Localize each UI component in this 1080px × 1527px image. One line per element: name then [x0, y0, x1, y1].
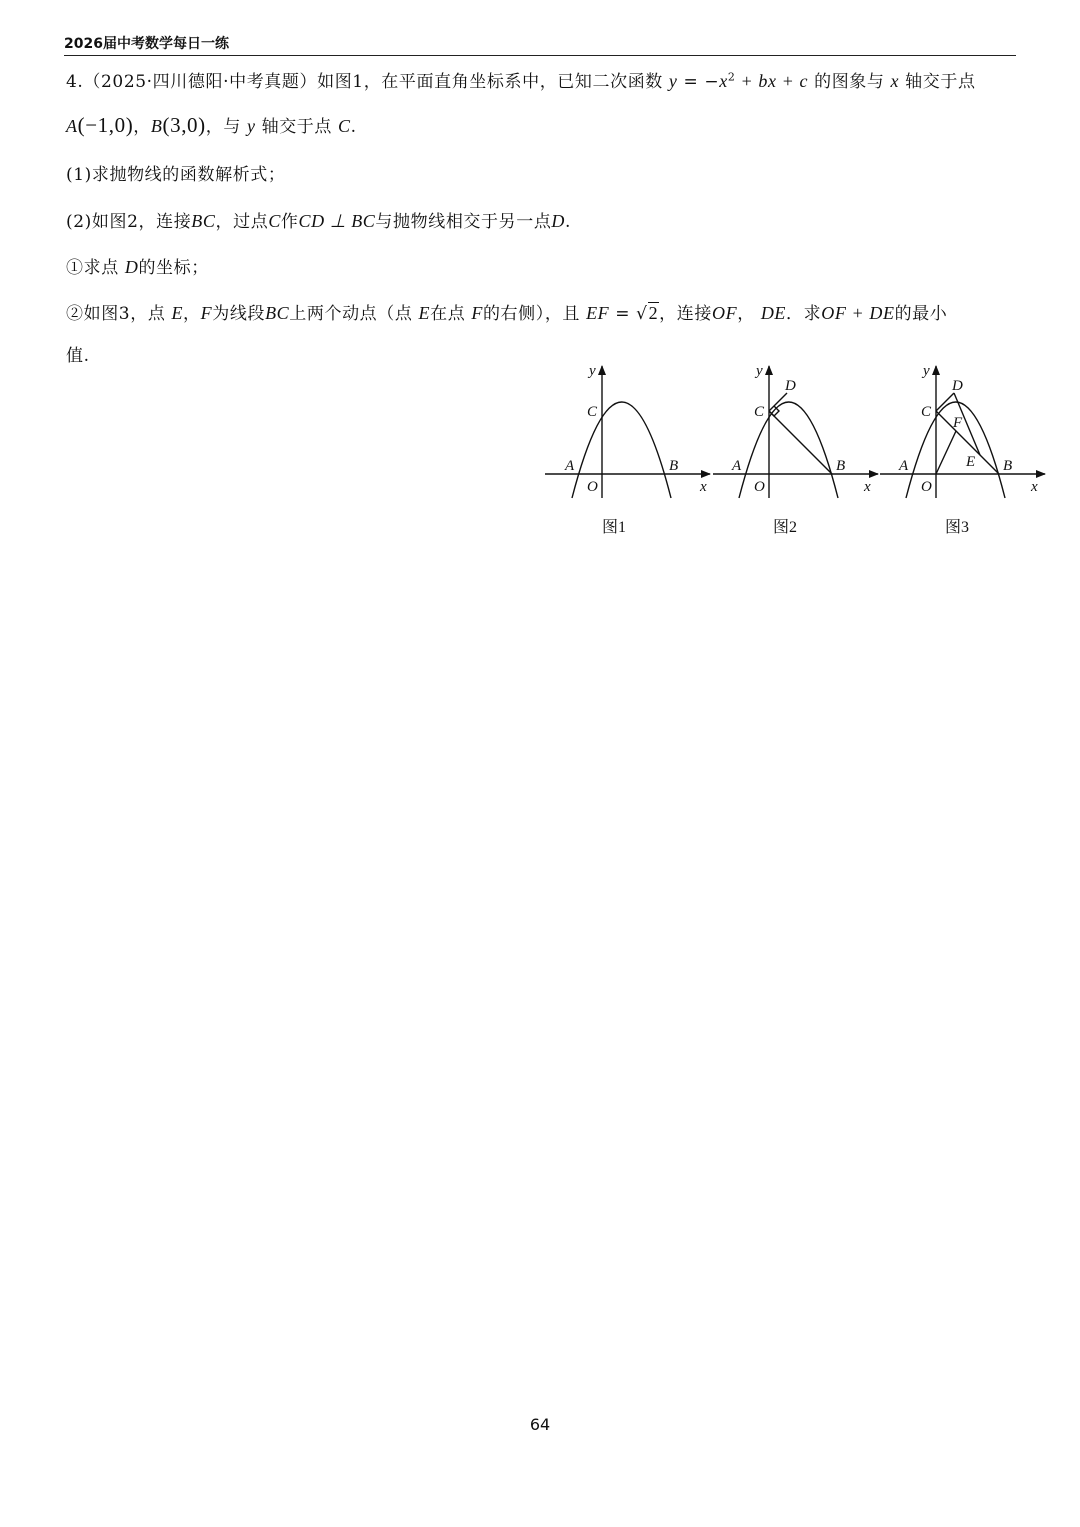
- intro-end: .: [350, 117, 357, 137]
- fig3-label-d: D: [952, 378, 963, 394]
- figures-svg: [540, 360, 1050, 545]
- intro-text-b: 的图象与: [814, 72, 885, 92]
- formula-exponent: 2: [727, 70, 736, 84]
- point-a-label: A: [66, 116, 78, 136]
- fig3-label-f: F: [953, 415, 963, 431]
- header-divider: [64, 55, 1016, 56]
- fig2-label-o: O: [754, 479, 765, 495]
- fig1-label-o: O: [587, 479, 598, 495]
- part2-text-d: 作: [280, 212, 299, 232]
- point-c-label: C: [338, 116, 351, 136]
- fig1-label-c: C: [587, 404, 598, 420]
- sub2-of: OF: [711, 303, 738, 323]
- sub2-sum: OF + DE: [821, 303, 895, 323]
- intro-text-d: ，与: [205, 117, 241, 137]
- formula-x: x: [719, 71, 728, 91]
- sqrt-number: 2: [648, 303, 659, 323]
- part2-text-b: ，过点: [215, 212, 269, 232]
- fig1-label-a: A: [565, 458, 575, 474]
- sub2-text-e: 的右侧），且: [482, 304, 581, 324]
- fig3-label-y: y: [923, 363, 930, 379]
- figure-1: [545, 366, 710, 498]
- fig2-caption: 图2: [773, 519, 798, 536]
- fig2-label-d: D: [785, 378, 796, 394]
- fig2-label-x: x: [864, 479, 871, 495]
- part2-d: D: [551, 211, 566, 231]
- sub2-text-h: ，: [737, 304, 755, 324]
- sub2-text-j: 的最小: [894, 304, 948, 324]
- formula-eq: = −: [677, 72, 720, 92]
- fig3-label-x: x: [1031, 479, 1038, 495]
- fig3-label-a: A: [899, 458, 909, 474]
- sub2-sep: ，: [183, 304, 201, 324]
- header-title: 2026届中考数学每日一练: [64, 36, 229, 52]
- part-1: (1)求抛物线的函数解析式；: [66, 165, 286, 185]
- intro-x-var: x: [890, 71, 900, 91]
- intro-text-c: 轴交于点: [905, 72, 976, 92]
- sub2-eq: =: [609, 304, 637, 324]
- fig1-label-x: x: [700, 479, 707, 495]
- page-number: 64: [529, 1415, 551, 1434]
- sub2-f: F: [200, 303, 213, 323]
- sub2-text-i: ．求: [786, 304, 822, 324]
- fig1-caption: 图1: [602, 519, 627, 536]
- fig2-label-b: B: [836, 458, 846, 474]
- sub2-e2: E: [418, 303, 431, 323]
- part-2: [66, 207, 571, 232]
- sub1-text-a: ①求点: [66, 258, 119, 278]
- fig3-label-o: O: [921, 479, 932, 495]
- intro-text-e: 轴交于点: [261, 117, 332, 137]
- part2-c: C: [268, 211, 281, 231]
- fig3-label-b: B: [1003, 458, 1013, 474]
- comma: ，: [133, 117, 151, 137]
- fig2-line-cb: [769, 411, 832, 474]
- formula-y: y: [668, 71, 678, 91]
- point-a-coords: (−1,0): [77, 113, 134, 137]
- fig2-label-y: y: [756, 363, 763, 379]
- sub2-text-c: 上两个动点（点: [289, 304, 413, 324]
- sub-question-1: [66, 253, 209, 278]
- part2-text-e: 与抛物线相交于另一点: [375, 212, 552, 232]
- fig3-label-c: C: [921, 404, 932, 420]
- formula-rest: + bx + c: [735, 71, 809, 91]
- problem-points-line: [66, 112, 357, 138]
- point-b-label: B: [150, 116, 163, 136]
- fig2-label-a: A: [732, 458, 742, 474]
- fig3-line-cd: [936, 393, 954, 411]
- sub2-text-g: ，连接: [659, 304, 712, 324]
- sub2-e: E: [171, 303, 184, 323]
- sub2-text-a: ②如图3，点: [66, 304, 166, 324]
- figures-group: [540, 360, 1050, 545]
- part2-end: .: [565, 212, 572, 232]
- sub2-text-b: 为线段: [212, 304, 266, 324]
- fig1-label-b: B: [669, 458, 679, 474]
- part2-text-a: (2)如图2，连接: [66, 212, 192, 232]
- sub1-text-b: 的坐标；: [138, 258, 209, 278]
- problem-intro-line: [66, 67, 976, 92]
- fig2-label-c: C: [754, 404, 765, 420]
- sub2-bc: BC: [265, 303, 290, 323]
- fig3-line-of: [936, 431, 956, 474]
- fig3-caption: 图3: [945, 519, 970, 536]
- sub2-text-d: 在点: [430, 304, 466, 324]
- fig3-label-e: E: [966, 454, 976, 470]
- sub2-end: 值.: [66, 346, 90, 366]
- sub2-f2: F: [471, 303, 483, 323]
- sub-question-2: [66, 299, 947, 324]
- fig2-line-cd: [769, 393, 787, 411]
- fig1-label-y: y: [589, 363, 596, 379]
- sub1-d: D: [124, 257, 139, 277]
- sub2-ef: EF: [586, 303, 610, 323]
- intro-y-var: y: [246, 116, 256, 136]
- sub2-de: DE: [760, 303, 787, 323]
- point-b-coords: (3,0): [162, 113, 206, 137]
- intro-text: 4.（2025·四川德阳·中考真题）如图1，在平面直角坐标系中，已知二次函数: [66, 72, 663, 92]
- part2-bc: BC: [191, 211, 216, 231]
- part2-perp: CD ⊥ BC: [298, 211, 376, 231]
- sqrt-expression: √2: [636, 303, 659, 324]
